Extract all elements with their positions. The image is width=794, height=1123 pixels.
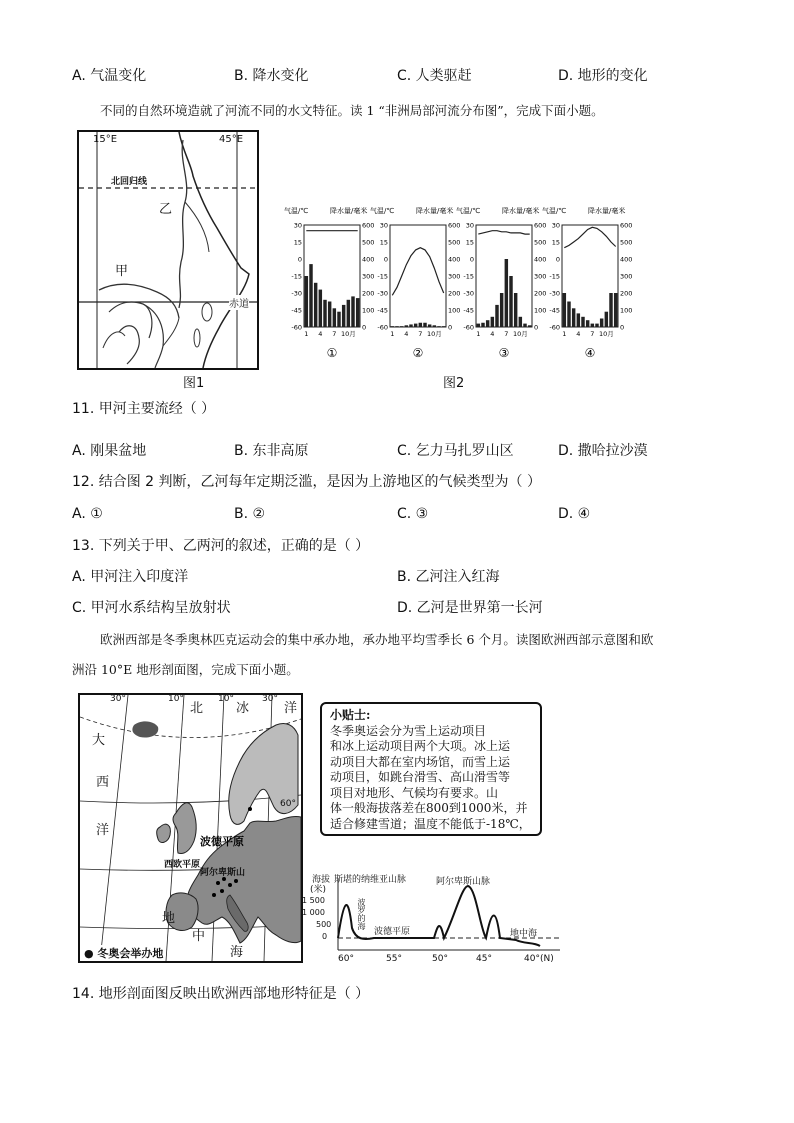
q10-option-b: B. 降水变化 [234, 68, 309, 84]
q12-option-c: C. ③ [397, 506, 429, 522]
chart-2-temp-line [392, 248, 443, 296]
chart-4-month-tick: 4 [576, 330, 581, 338]
lon-45e-label: 45°E [219, 134, 244, 145]
chart-4-temp-tick: 15 [551, 238, 560, 247]
chart-4-precip-bar [591, 324, 594, 327]
chart-3-month-tick: 4 [490, 330, 495, 338]
q13-option-a: A. 甲河注入印度洋 [72, 569, 189, 585]
chart-2-precip-bar [400, 326, 403, 327]
map-label-di: 地 [162, 911, 176, 926]
chart-2-precip-axis-label: 降水量/毫米 [416, 207, 454, 215]
chart-3-temp-tick: 30 [465, 221, 474, 230]
q10-option-c: C. 人类驱赶 [397, 68, 472, 84]
chart-4-precip-bar [609, 293, 612, 327]
profile-xtick-55: 55° [386, 954, 402, 964]
chart-3-precip-tick: 100 [534, 306, 547, 315]
tip-line-4: 动项目，如跳台滑雪、高山滑雪等 [330, 770, 511, 784]
river-yi-label: 乙 [159, 202, 173, 217]
chart-4-month-tick: 1 [562, 330, 567, 338]
chart-4-month-tick: 10月 [598, 330, 614, 338]
chart-2-precip-tick: 600 [448, 221, 461, 230]
chart-1-precip-bar [337, 312, 340, 327]
chart-2-precip-bar [437, 326, 440, 327]
profile-alps-label: 阿尔卑斯山脉 [436, 877, 491, 887]
profile-ytick-0: 0 [322, 932, 328, 941]
chart-2-precip-bar [395, 326, 398, 327]
chart-4-precip-bar [600, 319, 603, 328]
chart-4-temp-tick: 0 [555, 255, 560, 264]
chart-1-temp-tick: 30 [293, 221, 302, 230]
chart-3-month-tick: 7 [504, 330, 509, 338]
chart-3-number-label: ③ [498, 346, 510, 360]
chart-1-temp-tick: -15 [291, 272, 302, 281]
africa-river-map [77, 130, 259, 370]
chart-4-precip-bar [572, 308, 575, 327]
profile-xtick-40: 40°(N) [524, 954, 554, 964]
chart-4-precip-bar [577, 313, 580, 327]
tip-line-5: 项目对地形、气候均有要求。山 [330, 785, 499, 800]
profile-baltic-label: 波罗的海 [357, 898, 366, 930]
q12-option-d: D. ④ [558, 506, 591, 522]
chart-1-month-tick: 1 [304, 330, 309, 338]
chart-1-precip-bar [323, 300, 326, 327]
chart-2-temp-tick: -30 [377, 289, 388, 298]
chart-4-month-tick: 7 [590, 330, 595, 338]
chart-3-temp-tick: 15 [465, 238, 474, 247]
tip-line-2: 和冰上运动项目两个大项。冰上运 [330, 739, 511, 753]
chart-1-precip-bar [342, 305, 345, 327]
tip-line-6: 体一般海拔落差在800到1000米，并 [330, 801, 528, 815]
map-lat-60: 60° [280, 799, 296, 809]
chart-3-precip-bar [491, 317, 494, 327]
chart-1-precip-tick: 400 [362, 255, 375, 264]
map-label-zhong: 中 [192, 929, 206, 944]
q13-option-d: D. 乙河是世界第一长河 [397, 600, 543, 616]
chart-3-temp-tick: -45 [463, 306, 474, 315]
chart-2-precip-bar [405, 325, 408, 327]
profile-xtick-45: 45° [476, 954, 492, 964]
map-label-yang: 洋 [284, 701, 298, 716]
chart-3-temp-axis-label: 气温/℃ [456, 207, 481, 215]
terrain-profile [304, 868, 564, 968]
chart-3-precip-tick: 0 [534, 323, 539, 332]
chart-1-month-tick: 10月 [340, 330, 356, 338]
chart-3-precip-bar [519, 317, 522, 327]
map-lon-10e: 10° [218, 694, 234, 704]
chart-2-precip-tick: 100 [448, 306, 461, 315]
chart-4-precip-axis-label: 降水量/毫米 [588, 207, 626, 215]
chart-4-temp-tick: -15 [549, 272, 560, 281]
profile-ylabel-1: 海拔 [312, 875, 331, 885]
tip-title: 小贴士: [330, 708, 371, 722]
chart-1-precip-tick: 100 [362, 306, 375, 315]
chart-4-precip-tick: 300 [620, 272, 632, 281]
map-label-bei: 北 [190, 701, 204, 716]
chart-2-month-tick: 7 [418, 330, 423, 338]
chart-1-precip-tick: 200 [362, 289, 375, 298]
map-lon-10w: 10° [168, 694, 184, 704]
lon-15e-label: 15°E [93, 134, 118, 145]
profile-ytick-500: 500 [316, 920, 332, 929]
chart-1-precip-bar [319, 290, 322, 327]
chart-1-temp-tick: -60 [291, 323, 302, 332]
map-lon-30w: 30° [110, 694, 126, 704]
profile-ytick-1000: 1 000 [302, 908, 325, 917]
chart-4-precip-bar [581, 317, 584, 327]
chart-4-precip-bar [595, 324, 598, 327]
chart-2-precip-tick: 400 [448, 255, 461, 264]
q13-option-c: C. 甲河水系结构呈放射状 [72, 600, 231, 616]
chart-3-temp-tick: -30 [463, 289, 474, 298]
profile-xtick-50: 50° [432, 954, 448, 964]
map-label-yang2: 洋 [96, 823, 110, 838]
q13-stem: 13. 下列关于甲、乙两河的叙述，正确的是（ ） [72, 538, 370, 554]
chart-4-precip-bar [614, 293, 617, 327]
chart-4-precip-tick: 200 [620, 289, 632, 298]
chart-1-temp-tick: -45 [291, 306, 302, 315]
fig2-caption: 图2 [443, 376, 465, 391]
chart-2-precip-tick: 0 [448, 323, 453, 332]
chart-4-temp-tick: -30 [549, 289, 560, 298]
q12-option-a: A. ① [72, 506, 103, 522]
chart-3-precip-bar [500, 293, 503, 327]
chart-2-number-label: ② [412, 346, 424, 360]
map-label-bode: 波德平原 [200, 835, 244, 848]
chart-3-temp-tick: -15 [463, 272, 474, 281]
chart-2-precip-bar [414, 324, 417, 327]
chart-1-number-label: ① [326, 346, 338, 360]
chart-2-precip-tick: 300 [448, 272, 461, 281]
chart-3-temp-tick: -60 [463, 323, 474, 332]
tip-box [320, 702, 542, 836]
map-lon-30e: 30° [262, 694, 278, 704]
map-label-hai: 海 [230, 945, 244, 960]
chart-4-precip-bar [563, 293, 566, 327]
chart-2-precip-bar [433, 325, 436, 327]
chart-4-precip-tick: 0 [620, 323, 625, 332]
chart-2-month-tick: 10月 [426, 330, 442, 338]
chart-3-temp-tick: 0 [469, 255, 474, 264]
q10-option-a: A. 气温变化 [72, 68, 147, 84]
chart-4-temp-tick: -45 [549, 306, 560, 315]
chart-2-temp-tick: 30 [379, 221, 388, 230]
chart-3-precip-tick: 200 [534, 289, 547, 298]
chart-2-month-tick: 1 [390, 330, 395, 338]
chart-2-precip-bar [391, 326, 394, 327]
map-legend-olympic: ● 冬奥会举办地 [84, 947, 164, 960]
chart-4-precip-bar [586, 320, 589, 327]
climate-charts [282, 203, 632, 363]
chart-3-precip-tick: 500 [534, 238, 547, 247]
map-label-xi: 西 [96, 775, 110, 790]
tip-line-7: 适合修建雪道；温度不能低于-18℃， [330, 816, 531, 831]
chart-4-precip-bar [567, 302, 570, 328]
chart-2-precip-bar [409, 324, 412, 327]
chart-4-precip-tick: 500 [620, 238, 632, 247]
chart-3-precip-bar [495, 305, 498, 327]
chart-4-precip-tick: 600 [620, 221, 632, 230]
chart-2-temp-tick: 0 [383, 255, 388, 264]
chart-3-precip-bar [528, 325, 531, 327]
chart-3-month-tick: 1 [476, 330, 481, 338]
chart-1-precip-tick: 500 [362, 238, 375, 247]
chart-2-precip-bar [419, 323, 422, 327]
chart-1-month-tick: 7 [332, 330, 337, 338]
chart-3-precip-tick: 400 [534, 255, 547, 264]
q12-option-b: B. ② [234, 506, 266, 522]
chart-4-precip-tick: 100 [620, 306, 632, 315]
equator-label: 赤道 [229, 295, 249, 310]
chart-4-temp-line [564, 227, 615, 247]
chart-2-precip-bar [442, 326, 445, 327]
chart-1-precip-bar [333, 308, 336, 327]
chart-3-precip-axis-label: 降水量/毫米 [502, 207, 540, 215]
chart-2-temp-tick: -60 [377, 323, 388, 332]
chart-1-month-tick: 4 [318, 330, 323, 338]
chart-1-precip-tick: 300 [362, 272, 375, 281]
profile-ylabel-2: (米) [310, 885, 327, 895]
map-label-alps: 阿尔卑斯山 [200, 868, 246, 878]
profile-med-label: 地中海 [510, 929, 538, 939]
q12-stem: 12. 结合图 2 判断，乙河每年定期泛滥，是因为上游地区的气候类型为（ ） [72, 474, 541, 490]
map-label-bing: 冰 [236, 701, 250, 716]
chart-1-temp-axis-label: 气温/℃ [284, 207, 309, 215]
chart-3-precip-tick: 300 [534, 272, 547, 281]
q13-option-b: B. 乙河注入红海 [397, 569, 500, 585]
tip-line-3: 动项目大都在室内场馆，而雪上运 [330, 754, 511, 769]
chart-2-precip-bar [428, 324, 431, 327]
chart-4-precip-tick: 400 [620, 255, 632, 264]
chart-4-temp-tick: 30 [551, 221, 560, 230]
chart-1-precip-axis-label: 降水量/毫米 [330, 207, 368, 215]
africa-map-drawing [79, 132, 257, 368]
chart-3-precip-bar [523, 324, 526, 327]
q11-option-d: D. 撒哈拉沙漠 [558, 443, 648, 459]
map-label-da: 大 [92, 733, 106, 748]
chart-1-temp-tick: -30 [291, 289, 302, 298]
chart-1-precip-bar [347, 300, 350, 327]
chart-1-temp-tick: 0 [297, 255, 302, 264]
chart-3-precip-bar [514, 293, 517, 327]
chart-3-precip-bar [505, 259, 508, 327]
climate-charts-svg [282, 203, 632, 363]
chart-2-precip-tick: 500 [448, 238, 461, 247]
chart-2-precip-bar [423, 323, 426, 327]
tropic-of-cancer-label: 北回归线 [111, 177, 148, 187]
chart-4-temp-tick: -60 [549, 323, 560, 332]
chart-1-precip-bar [356, 298, 359, 327]
profile-xtick-60: 60° [338, 954, 354, 964]
europe-map-drawing [80, 695, 301, 961]
chart-2-temp-axis-label: 气温/℃ [370, 207, 395, 215]
tip-line-1: 冬季奥运会分为雪上运动项目 [330, 723, 487, 738]
chart-3-precip-tick: 600 [534, 221, 547, 230]
q11-option-b: B. 东非高原 [234, 443, 309, 459]
profile-ytick-1500: 1 500 [302, 896, 325, 905]
chart-1-precip-bar [305, 276, 308, 327]
chart-3-month-tick: 10月 [512, 330, 528, 338]
chart-2-month-tick: 4 [404, 330, 409, 338]
profile-bode-label: 波德平原 [374, 927, 411, 937]
chart-4-temp-axis-label: 气温/℃ [542, 207, 567, 215]
chart-3-temp-line [478, 231, 529, 234]
chart-3-frame [476, 225, 532, 327]
chart-3-precip-bar [477, 324, 480, 327]
chart-3-precip-bar [481, 323, 484, 327]
q10-option-d: D. 地形的变化 [558, 68, 648, 84]
chart-1-temp-tick: 15 [293, 238, 302, 247]
chart-2-temp-tick: -45 [377, 306, 388, 315]
chart-1-precip-bar [351, 296, 354, 327]
lead-paragraph-europe-2: 洲沿 10°E 地形剖面图，完成下面小题。 [72, 662, 299, 677]
chart-1-precip-tick: 0 [362, 323, 367, 332]
chart-1-precip-bar [309, 264, 312, 327]
chart-1-precip-tick: 600 [362, 221, 375, 230]
profile-scand-label: 斯堪的纳维亚山脉 [334, 875, 407, 885]
lead-paragraph-europe-1: 欧洲西部是冬季奥林匹克运动会的集中承办地，承办地平均雪季长 6 个月。读图欧洲西部示意图和欧 [100, 632, 654, 647]
chart-3-precip-bar [486, 320, 489, 327]
chart-2-temp-tick: -15 [377, 272, 388, 281]
europe-west-map [78, 693, 303, 963]
lead-paragraph-africa: 不同的自然环境造就了河流不同的水文特征。读 1 “非洲局部河流分布图”，完成下面小题。 [100, 103, 604, 118]
q11-option-c: C. 乞力马扎罗山区 [397, 443, 514, 459]
q11-stem: 11. 甲河主要流经（ ） [72, 401, 216, 417]
chart-1-precip-bar [314, 283, 317, 327]
fig1-caption: 图1 [183, 376, 205, 391]
chart-1-precip-bar [328, 302, 331, 328]
chart-4-number-label: ④ [584, 346, 596, 360]
map-label-xiou: 西欧平原 [164, 860, 201, 870]
chart-3-precip-bar [509, 276, 512, 327]
river-jia-label: 甲 [115, 264, 129, 279]
q14-stem: 14. 地形剖面图反映出欧洲西部地形特征是（ ） [72, 986, 370, 1002]
chart-2-precip-tick: 200 [448, 289, 461, 298]
chart-4-precip-bar [605, 312, 608, 327]
q11-option-a: A. 刚果盆地 [72, 443, 147, 459]
chart-2-temp-tick: 15 [379, 238, 388, 247]
